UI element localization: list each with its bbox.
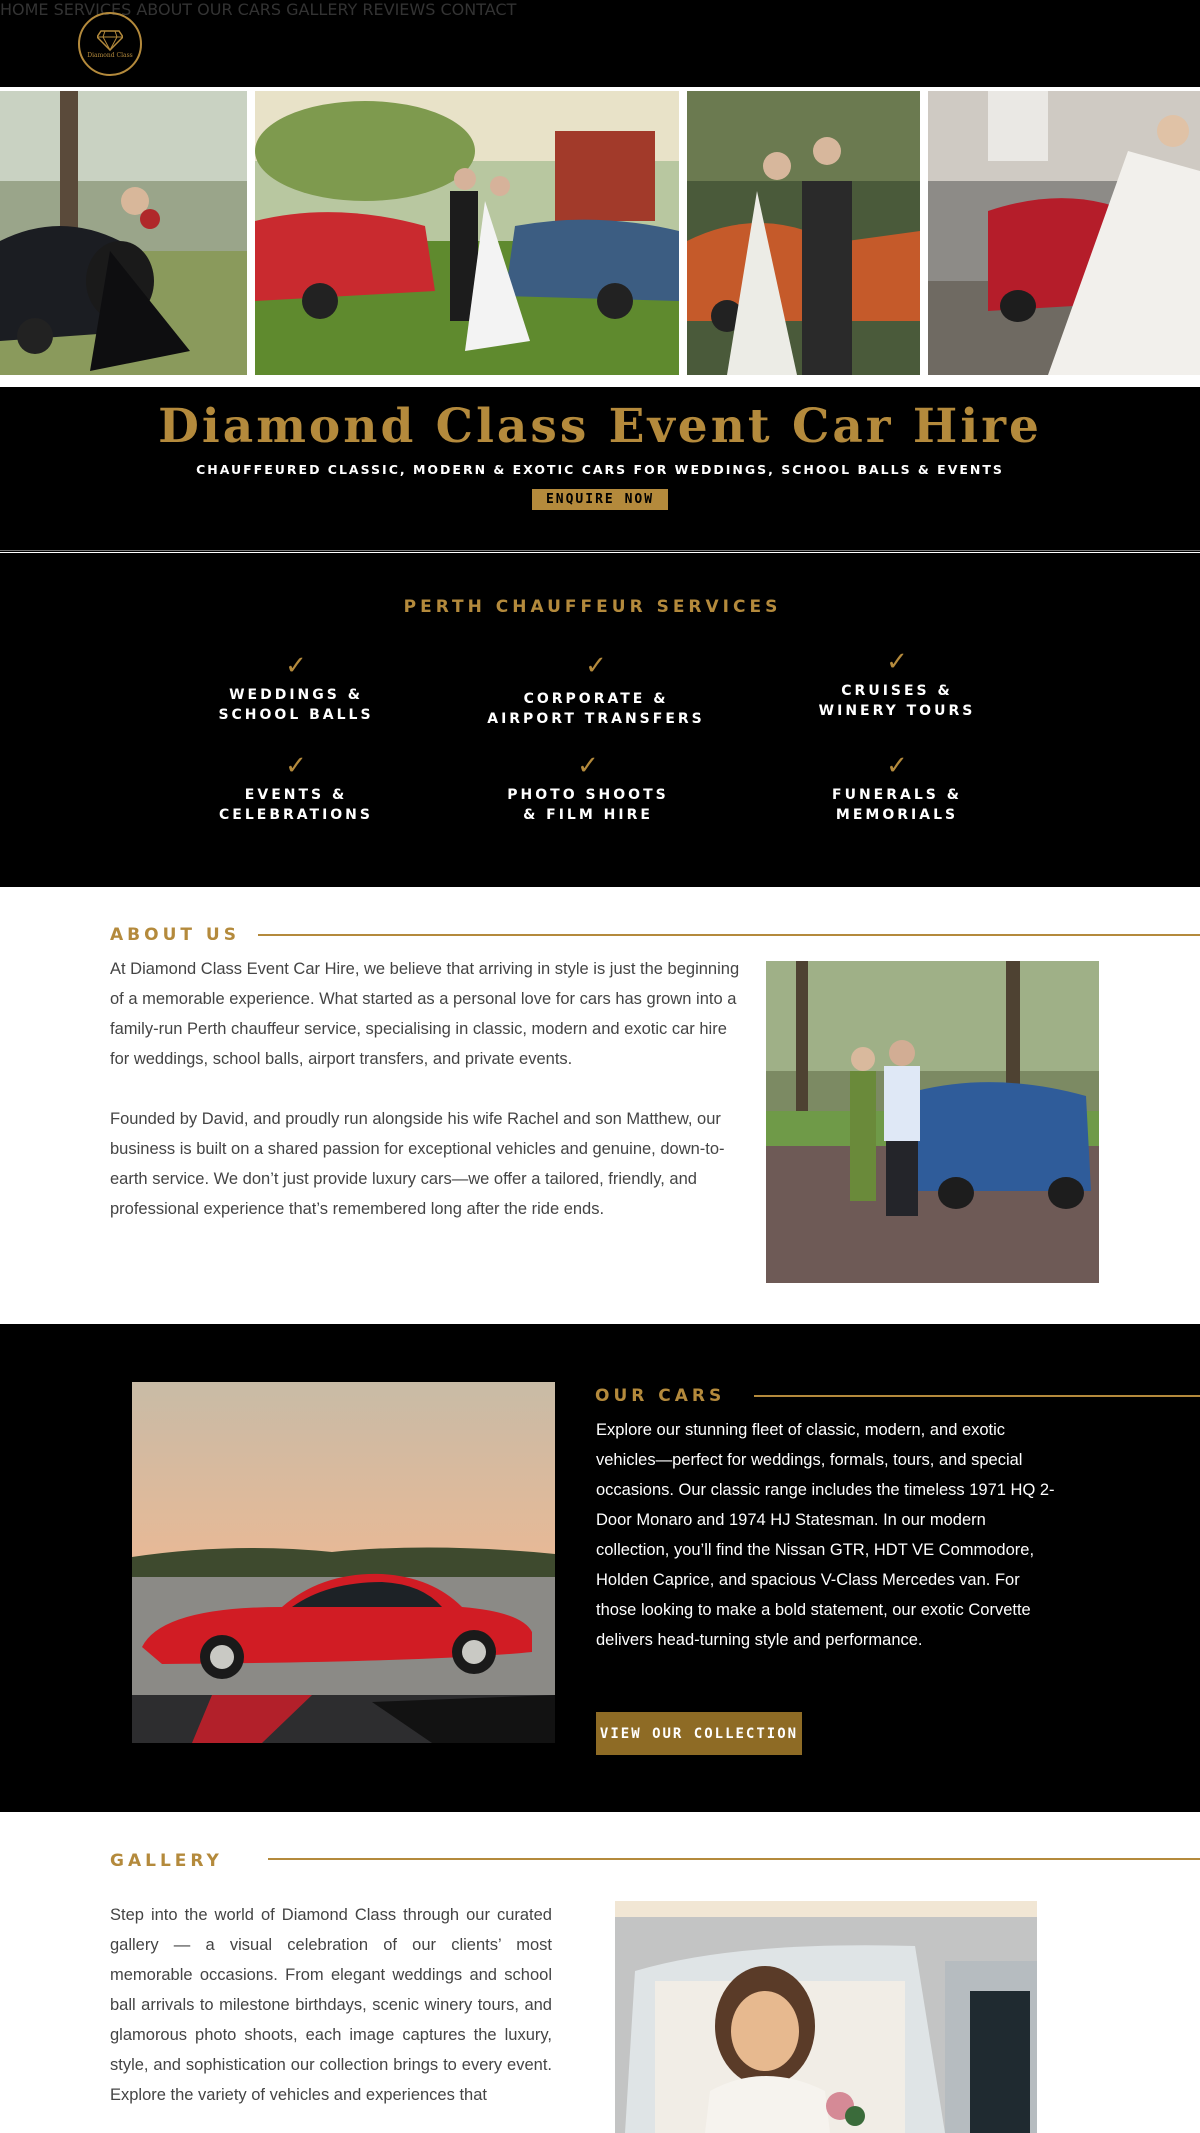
hero-photo-couple-orange-car bbox=[687, 91, 920, 375]
nav-services[interactable]: SERVICES bbox=[53, 0, 132, 19]
nav-our-cars[interactable]: OUR CARS bbox=[197, 0, 282, 19]
diamond-icon bbox=[97, 29, 123, 51]
nav-home[interactable]: HOME bbox=[0, 0, 49, 19]
enquire-now-button[interactable]: ENQUIRE NOW bbox=[532, 489, 668, 510]
view-collection-button[interactable]: VIEW OUR COLLECTION bbox=[596, 1712, 802, 1755]
about-text bbox=[110, 954, 750, 1254]
gallery-text: Step into the world of Diamond Class through our curated gallery — a visual celebration of our clients’ most memorable occasions. From elegant weddings and school ball arrivals to milestone birthdays, scenic winery tours, and glamorous photo shoots, each image captures the luxury, style, and sophistication our collection brings to every event. Explore the variety of vehicles and experiences that bbox=[110, 1906, 552, 2104]
gallery-rule bbox=[268, 1858, 1200, 1860]
gallery-heading: GALLERY bbox=[110, 1851, 223, 1871]
service-label: FUNERALS & MEMORIALS bbox=[832, 787, 962, 823]
check-icon: ✓ bbox=[886, 751, 908, 781]
check-icon: ✓ bbox=[285, 751, 307, 781]
service-item bbox=[777, 649, 1017, 721]
service-item bbox=[468, 753, 708, 825]
hero-photo-couple-two-cars bbox=[255, 91, 679, 375]
check-icon: ✓ bbox=[285, 651, 307, 681]
check-icon: ✓ bbox=[585, 651, 607, 681]
hero-photo-couple-black-car bbox=[0, 91, 247, 375]
about-heading: ABOUT US bbox=[110, 925, 240, 945]
service-label: CRUISES & WINERY TOURS bbox=[818, 683, 976, 719]
service-label: WEDDINGS & SCHOOL BALLS bbox=[218, 687, 374, 723]
hero-title-band bbox=[0, 387, 1200, 552]
our-cars-heading: OUR CARS bbox=[595, 1386, 726, 1406]
check-icon: ✓ bbox=[886, 647, 908, 677]
nav-reviews[interactable]: REVIEWS bbox=[362, 0, 436, 19]
about-paragraph: At Diamond Class Event Car Hire, we believe that arriving in style is just the beginning of a memorable experience. What started as a personal love for cars has grown into a family-run Perth chauffeur service, specialising in classic, modern and exotic car hire for weddings, school balls, airport transfers, and private events. bbox=[110, 960, 740, 1068]
our-cars-text: Explore our stunning fleet of classic, modern, and exotic vehicles—perfect for weddings, formals, tours, and special occasions. Our classic range includes the timeless 1971 HQ 2-Door Monaro and 1974 HJ Statesman. In our modern collection, you’ll find the Nissan GTR, HDT VE Commodore, Holden Caprice, and spacious V-Class Mercedes van. For those looking to make a bold statement, our exotic Corvette delivers head-turning style and performance. bbox=[596, 1421, 1055, 1649]
service-label: EVENTS & CELEBRATIONS bbox=[219, 787, 373, 823]
site-subtitle: CHAUFFEURED CLASSIC, MODERN & EXOTIC CARS FOR WEDDINGS, SCHOOL BALLS & EVENTS bbox=[196, 462, 1004, 477]
nav-gallery[interactable]: GALLERY bbox=[286, 0, 358, 19]
cars-photo-red-monaro bbox=[132, 1382, 555, 1743]
nav-contact[interactable]: CONTACT bbox=[440, 0, 517, 19]
check-icon: ✓ bbox=[577, 751, 599, 781]
about-paragraph: Founded by David, and proudly run alongside his wife Rachel and son Matthew, our business is built on a shared passion for exceptional vehicles and genuine, down-to-earth service. We don’t just provide luxury cars—we offer a tailored, friendly, and professional experience that’s remembered long after the ride ends. bbox=[110, 1110, 725, 1218]
service-label: PHOTO SHOOTS & FILM HIRE bbox=[507, 787, 669, 823]
gallery-photo-bride-car bbox=[615, 1901, 1037, 2133]
our-cars-rule bbox=[754, 1395, 1200, 1397]
hero-photo-strip bbox=[0, 87, 1200, 387]
logo-text: Diamond Class bbox=[87, 52, 133, 59]
top-nav bbox=[0, 0, 1200, 87]
our-cars-section bbox=[0, 1324, 1200, 1812]
logo[interactable] bbox=[78, 12, 142, 76]
divider bbox=[0, 550, 1200, 551]
about-photo-owners bbox=[766, 961, 1099, 1283]
site-title: Diamond Class Event Car Hire bbox=[158, 399, 1042, 454]
service-item bbox=[176, 753, 416, 825]
hero-photo-bride-corvette bbox=[928, 91, 1200, 375]
nav-about[interactable]: ABOUT bbox=[136, 0, 193, 19]
services-section bbox=[0, 553, 1200, 887]
service-item bbox=[476, 653, 716, 729]
service-item bbox=[777, 753, 1017, 825]
service-item bbox=[176, 653, 416, 725]
service-label: CORPORATE & AIRPORT TRANSFERS bbox=[487, 691, 705, 727]
services-heading: PERTH CHAUFFEUR SERVICES bbox=[403, 597, 782, 617]
about-rule bbox=[258, 934, 1200, 936]
